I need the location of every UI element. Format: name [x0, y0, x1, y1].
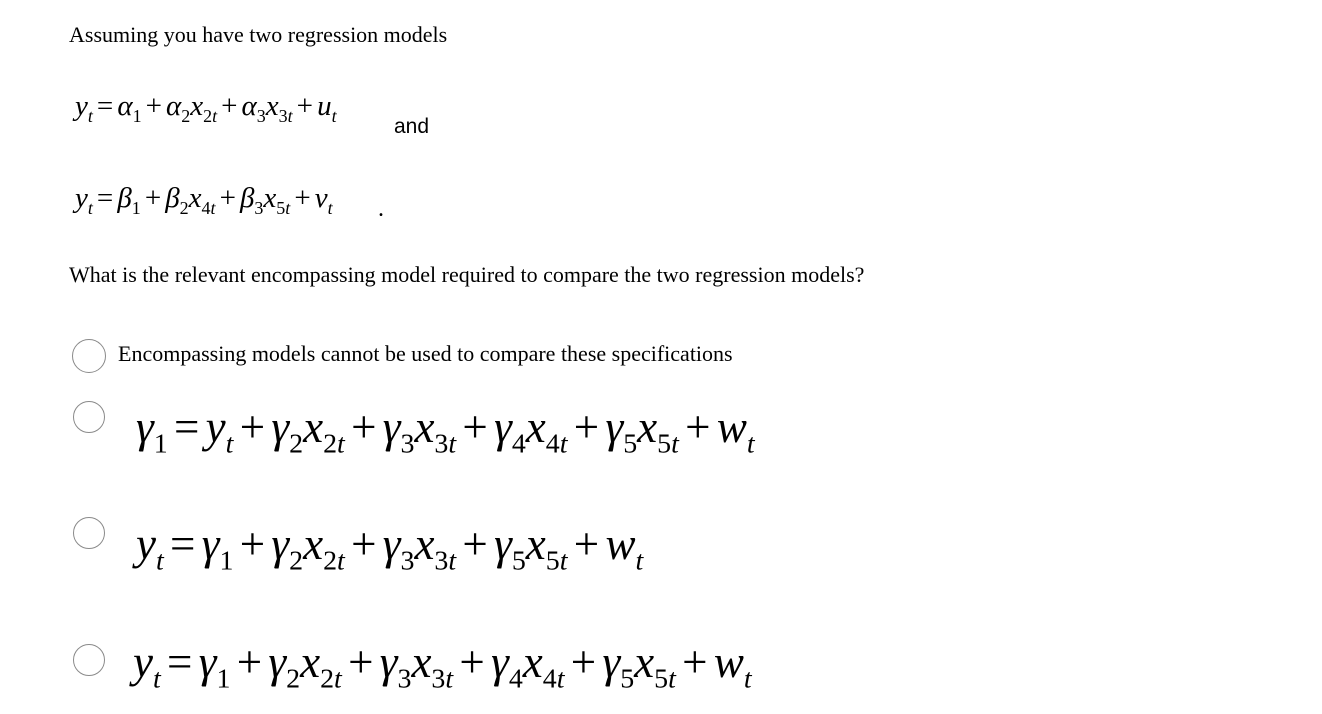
option-b-radio[interactable]: [73, 401, 105, 433]
model-1-equation: $y_t = \alpha_1 + \alpha_2x_{2t} + \alpha_3x_{3t} + u_t$: [75, 90, 337, 126]
option-a-radio[interactable]: [72, 339, 106, 373]
question-prompt: What is the relevant encompassing model required to compare the two regression models?: [69, 262, 865, 287]
option-c-radio[interactable]: [73, 517, 105, 549]
model-2-equation: $y_t = \beta_1 + \beta_2x_{4t} + \beta_3x_{5t} + v_t$: [75, 182, 333, 218]
option-b-equation[interactable]: $\gamma_1 = y_t + \gamma_2x_{2t} + \gamma_3x_{3t} + \gamma_4x_{4t} + \gamma_5x_{5t} + w_t$: [136, 402, 755, 460]
option-c-equation[interactable]: $y_t = \gamma_1 + \gamma_2x_{2t} + \gamma_3x_{3t} + \gamma_5x_{5t} + w_t$: [136, 519, 644, 577]
option-d-equation[interactable]: $y_t = \gamma_1 + \gamma_2x_{2t} + \gamma_3x_{3t} + \gamma_4x_{4t} + \gamma_5x_{5t} + w_t$: [133, 637, 752, 695]
question-intro: Assuming you have two regression models: [69, 22, 448, 47]
equation-period: .: [378, 196, 384, 222]
option-d-radio[interactable]: [73, 644, 105, 676]
option-a-label[interactable]: Encompassing models cannot be used to compare these specifications: [118, 341, 733, 366]
and-word: and: [394, 115, 430, 138]
